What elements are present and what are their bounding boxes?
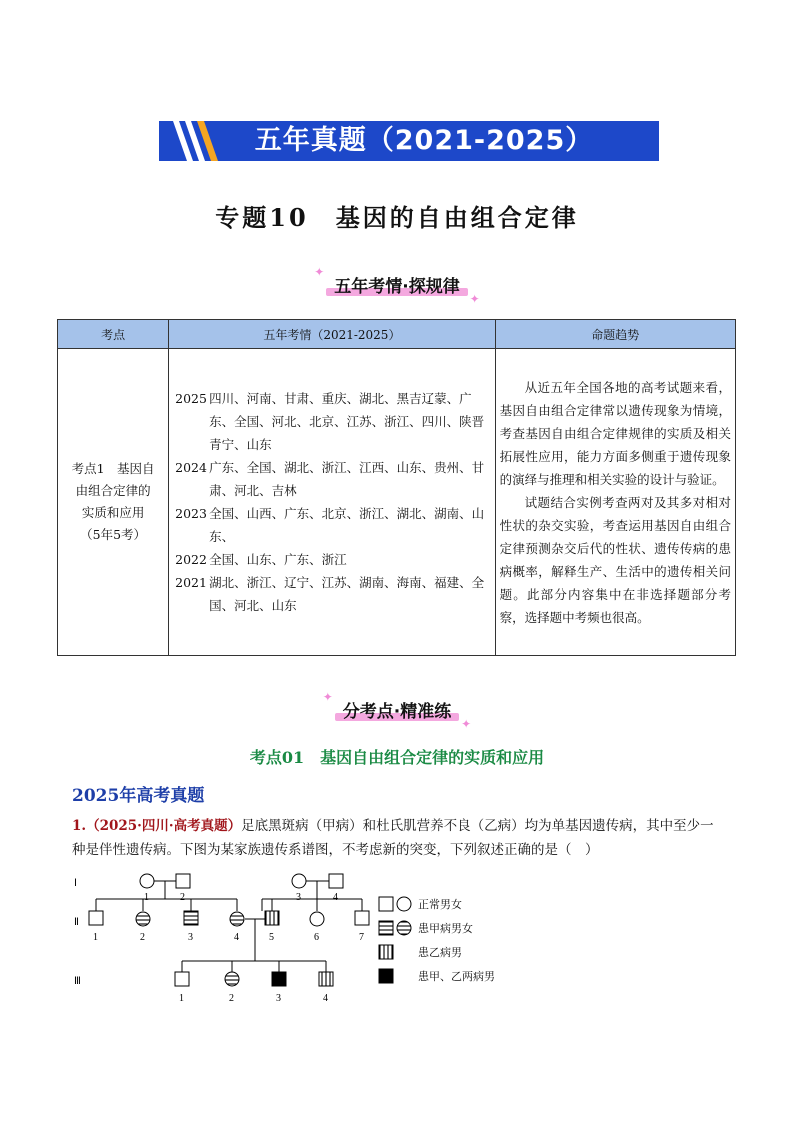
kaodian-line: 由组合定律的 — [75, 483, 151, 498]
ped-number: 1 — [93, 932, 98, 943]
legend-item — [378, 892, 495, 916]
legend-label: 正常男女 — [418, 898, 462, 911]
header-trend: 命题趋势 — [495, 320, 735, 349]
ped-number: 3 — [276, 993, 281, 1004]
gen2-female-4 — [230, 912, 244, 926]
gen2-male-1 — [89, 911, 103, 925]
banner-title: 五年真题（2021-2025） — [254, 125, 594, 156]
gen2-male-7 — [355, 911, 369, 925]
gen3-male-4 — [319, 972, 333, 986]
gen-label: Ⅲ — [74, 976, 81, 987]
ped-number: 1 — [144, 892, 149, 903]
question-number: 1. — [72, 818, 87, 834]
trend-paragraph: 试题结合实例考查两对及其多对相对性状的杂交实验，考查运用基因自由组合定律预测杂交后代的性状、遗传传病的患病概率，解释生产、生活中的遗传相关问题。此部分内容集中在非选择题部分考察，选择题中考频也很高。 — [499, 494, 731, 625]
year-row: 2025 四川、河南、甘肃、重庆、湖北、黑吉辽蒙、广东、全国、河北、北京、江苏、浙江、四川、陕晋青宁、山东 — [175, 391, 485, 452]
legend-label: 患甲、乙两病男 — [418, 970, 495, 983]
gen1-male-4 — [329, 874, 343, 888]
ped-number: 4 — [333, 892, 338, 903]
gen2-female-6 — [310, 912, 324, 926]
gen1-female-1 — [140, 874, 154, 888]
ped-number: 5 — [269, 932, 274, 943]
sparkle-icon: ✦ — [314, 265, 325, 279]
normal-male-female-icon — [378, 896, 414, 912]
header-kaodian: 考点 — [58, 320, 169, 349]
gen1-male-2 — [176, 874, 190, 888]
kaodian-title: 考点01 基因自由组合定律的实质和应用 — [249, 748, 545, 767]
pedigree-chart — [60, 866, 380, 1006]
year-row: 2023 全国、山西、广东、北京、浙江、湖北、湖南、山东、 — [175, 506, 485, 544]
disease-b-male-icon — [378, 944, 414, 960]
section-heading-trends — [0, 265, 794, 306]
disease-a-icon — [378, 920, 414, 936]
gen1-female-3 — [292, 874, 306, 888]
sparkle-icon: ✦ — [461, 717, 472, 731]
gen-label: Ⅰ — [74, 878, 77, 889]
year-row: 2022 全国、山东、广东、浙江 — [175, 552, 347, 567]
ped-number: 4 — [323, 993, 328, 1004]
ped-number: 2 — [180, 892, 185, 903]
ped-number: 3 — [296, 892, 301, 903]
gen2-male-5 — [265, 911, 279, 925]
year-row: 2021 湖北、浙江、辽宁、江苏、湖南、海南、福建、全国、河北、山东 — [175, 575, 485, 613]
question-text: 足底黑斑病（甲病）和杜氏肌营养不良（乙病）均为单基因遗传病，其中至少一种是伴性遗传病。下图为某家族遗传系谱图，不考虑新的突变，下列叙述正确的是（ ） — [72, 818, 714, 858]
legend-item — [378, 916, 495, 940]
gen3-male-1 — [175, 972, 189, 986]
title-banner — [159, 121, 659, 161]
table-row — [58, 349, 736, 656]
kaodian-cell — [58, 349, 169, 656]
kaodian-line: 考点1 基因自 — [71, 461, 155, 476]
ped-number: 6 — [314, 932, 319, 943]
sparkle-icon: ✦ — [469, 292, 480, 306]
year-heading: 2025年高考真题 — [72, 786, 205, 806]
year-row: 2024 广东、全国、湖北、浙江、江西、山东、贵州、甘肃、河北、吉林 — [175, 460, 485, 498]
sparkle-icon: ✦ — [322, 690, 333, 704]
section-heading-label: 分考点·精准练 — [342, 702, 452, 722]
gen2-male-3 — [184, 911, 198, 925]
trend-paragraph: 从近五年全国各地的高考试题来看，基因自由组合定律常以遗传现象为情境，考查基因自由组合定律规律的实质及相关拓展性应用，能力方面多侧重于遗传现象的演绎与推理和相关实验的设计与验证。 — [499, 379, 731, 487]
kaodian-line: 实质和应用 — [81, 505, 145, 520]
table-header-row — [58, 320, 736, 349]
question-source: （2025·四川·高考真题） — [86, 818, 242, 834]
gen-label: Ⅱ — [74, 917, 79, 928]
exam-trend-table — [57, 319, 736, 656]
years-cell — [169, 349, 495, 656]
ped-number: 4 — [234, 932, 239, 943]
ped-number: 1 — [179, 993, 184, 1004]
kaodian-line: （5年5考） — [80, 527, 147, 542]
ped-number: 3 — [188, 932, 193, 943]
section-heading-practice — [0, 690, 794, 731]
ped-number: 7 — [359, 932, 364, 943]
legend-label: 患甲病男女 — [418, 922, 473, 935]
legend-item — [378, 940, 495, 964]
pedigree-legend — [378, 892, 495, 988]
gen2-female-2 — [136, 912, 150, 926]
section-heading-label: 五年考情·探规律 — [334, 277, 460, 297]
ped-number: 2 — [140, 932, 145, 943]
legend-label: 患乙病男 — [418, 946, 462, 959]
both-diseases-male-icon — [378, 968, 414, 984]
ped-number: 2 — [229, 993, 234, 1004]
gen3-male-3 — [272, 972, 286, 986]
header-years: 五年考情（2021-2025） — [169, 320, 495, 349]
question-1 — [72, 814, 727, 862]
document-title: 专题10 基因的自由组合定律 — [215, 203, 579, 232]
trend-cell — [495, 349, 735, 656]
legend-item — [378, 964, 495, 988]
gen3-female-2 — [225, 972, 239, 986]
